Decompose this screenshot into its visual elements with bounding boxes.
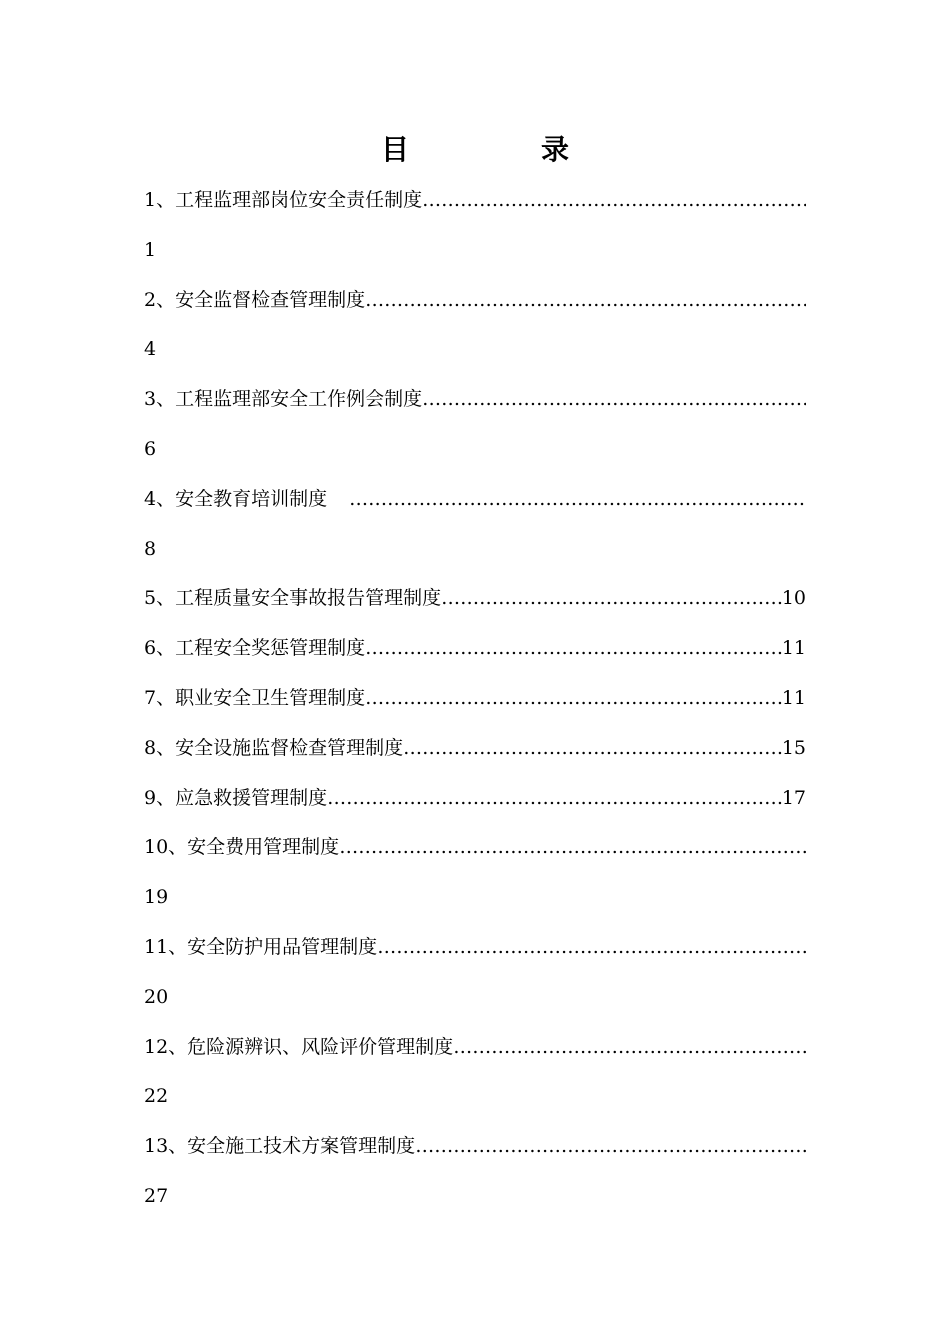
toc-leader [377, 923, 806, 973]
toc-entry-text: 2、安全监督检查管理制度 [144, 288, 366, 311]
toc-entry-text: 12、危险源辨识、风险评价管理制度 [144, 1035, 454, 1058]
toc-page-number-line [144, 325, 806, 375]
toc-page-number: 6 [144, 437, 157, 460]
toc-page-number: 22 [144, 1085, 169, 1108]
toc-leader [415, 1122, 806, 1172]
toc-page-number: 27 [144, 1184, 169, 1207]
toc-entry[interactable] [144, 1023, 806, 1073]
toc-page-number: 19 [144, 886, 169, 909]
toc-page-number: 17 [781, 786, 806, 809]
toc-page-number: 20 [144, 985, 169, 1008]
toc-page-number: 4 [144, 338, 157, 361]
toc-page-number: 11 [781, 637, 806, 660]
toc-entry[interactable] [144, 624, 806, 674]
toc-entry-text: 10、安全费用管理制度 [144, 836, 340, 859]
toc-entry[interactable] [144, 276, 806, 326]
toc-page-number-line [144, 425, 806, 475]
toc-entry[interactable] [144, 674, 806, 724]
toc-entry-text: 3、工程监理部安全工作例会制度 [144, 388, 423, 411]
toc-page-number: 10 [781, 587, 806, 610]
toc-entry-text: 13、安全施工技术方案管理制度 [144, 1135, 416, 1158]
toc-entry-text: 6、工程安全奖惩管理制度 [144, 637, 366, 660]
toc-leader [327, 774, 782, 824]
toc-entry[interactable] [144, 1122, 806, 1172]
toc-entry[interactable] [144, 823, 806, 873]
toc-page-number: 11 [781, 686, 806, 709]
toc-leader [349, 475, 806, 525]
table-of-contents [144, 176, 806, 1222]
toc-page-number-line [144, 226, 806, 276]
toc-leader [422, 375, 806, 425]
toc-entry[interactable] [144, 724, 806, 774]
toc-page-number: 1 [144, 238, 157, 261]
toc-leader [365, 674, 782, 724]
toc-leader [339, 823, 806, 873]
toc-leader [365, 276, 806, 326]
toc-entry[interactable] [144, 375, 806, 425]
toc-entry-text: 1、工程监理部岗位安全责任制度 [144, 189, 423, 211]
toc-page-number-line [144, 973, 806, 1023]
toc-leader [453, 1023, 806, 1073]
toc-entry-text: 5、工程质量安全事故报告管理制度 [144, 587, 442, 610]
toc-page-number-line [144, 525, 806, 575]
toc-entry-text: 4、安全教育培训制度 [144, 487, 328, 510]
toc-title: 目 录 [380, 133, 621, 166]
toc-page-number-line [144, 1072, 806, 1122]
toc-entry[interactable] [144, 176, 806, 226]
toc-leader [441, 574, 782, 624]
toc-leader [422, 176, 806, 226]
toc-page-number: 15 [781, 736, 806, 759]
toc-leader [403, 724, 782, 774]
toc-entry-text: 7、职业安全卫生管理制度 [144, 686, 366, 709]
toc-entry-text: 11、安全防护用品管理制度 [144, 935, 378, 958]
toc-entry[interactable] [144, 475, 806, 525]
toc-entry-text: 9、应急救援管理制度 [144, 786, 328, 809]
toc-leader [365, 624, 782, 674]
toc-page-number-line [144, 1172, 806, 1222]
toc-entry[interactable] [144, 574, 806, 624]
toc-page-number: 8 [144, 537, 157, 560]
toc-entry-text: 8、安全设施监督检查管理制度 [144, 736, 404, 759]
toc-entry[interactable] [144, 774, 806, 824]
toc-entry[interactable] [144, 923, 806, 973]
toc-page-number-line [144, 873, 806, 923]
